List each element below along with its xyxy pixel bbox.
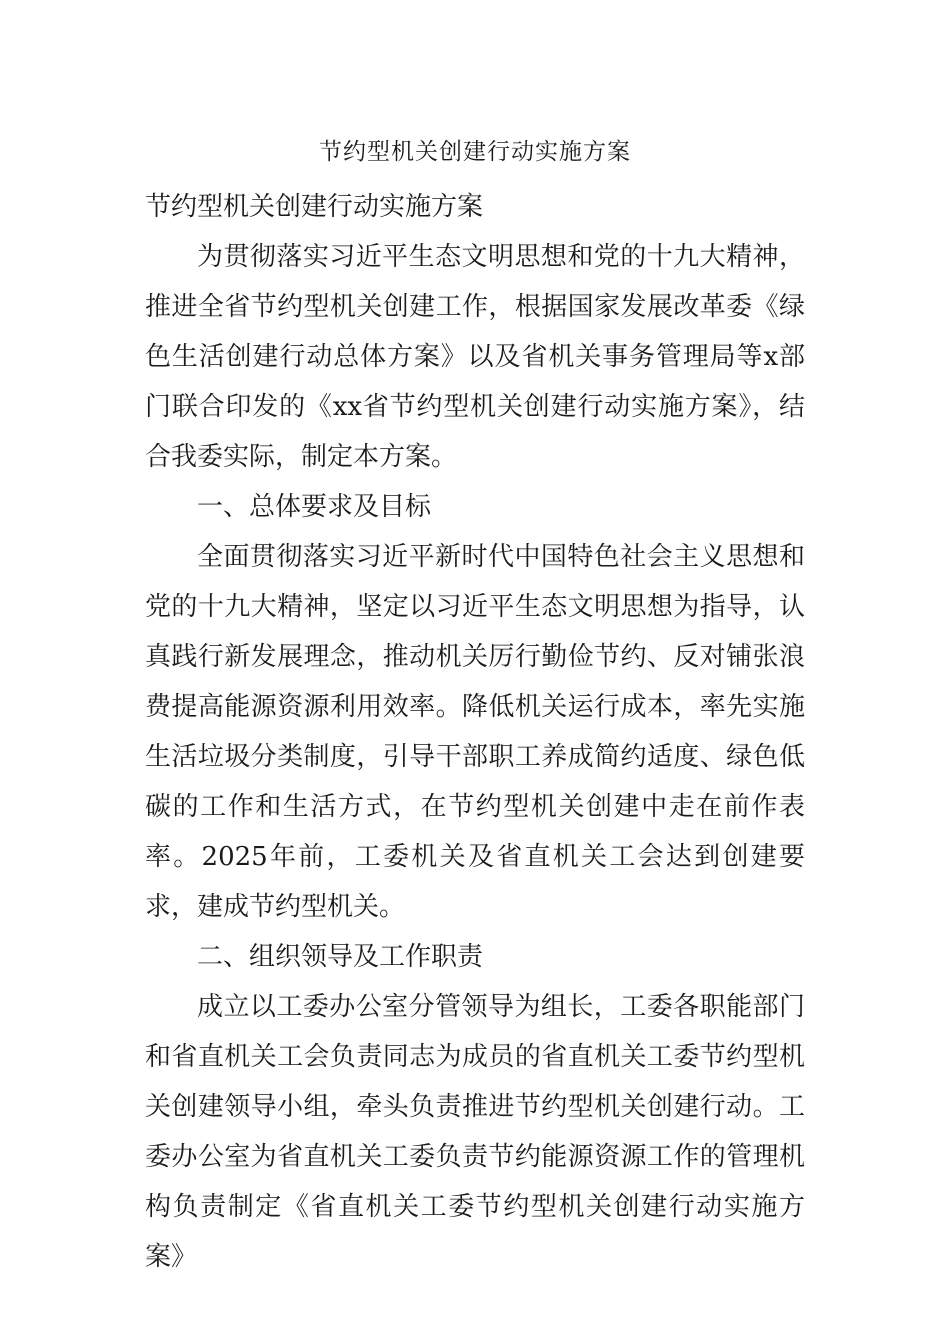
organization-paragraph: 成立以工委办公室分管领导为组长，工委各职能部门和省直机关工会负责同志为成员的省直机关工委节约型机关创建领导小组，牵头负责推进节约型机关创建行动。工委办公室为省直机关工委负责节约能源资源工作的管理机构负责制定《省直机关工委节约型机关创建行动实施方案》 bbox=[145, 992, 805, 1272]
document-title: 节约型机关创建行动实施方案 bbox=[319, 139, 631, 165]
section-heading-goals: 一、总体要求及目标 bbox=[197, 492, 432, 522]
intro-paragraph: 为贯彻落实习近平生态文明思想和党的十九大精神，推进全省节约型机关创建工作，根据国家发展改革委《绿色生活创建行动总体方案》以及省机关事务管理局等x部门联合印发的《xx省节约型机关创建行动实施方案》，结合我委实际，制定本方案。 bbox=[145, 242, 805, 472]
goals-paragraph: 全面贯彻落实习近平新时代中国特色社会主义思想和党的十九大精神，坚定以习近平生态文明思想为指导，认真践行新发展理念，推动机关厉行勤俭节约、反对铺张浪费提高能源资源利用效率。降低机关运行成本，率先实施生活垃圾分类制度，引导干部职工养成简约适度、绿色低碳的工作和生活方式，在节约型机关创建中走在前作表率。2025年前，工委机关及省直机关工会达到创建要求，建成节约型机关。 bbox=[145, 542, 805, 922]
document-subtitle: 节约型机关创建行动实施方案 bbox=[145, 192, 484, 222]
document-body bbox=[145, 182, 805, 1282]
section-heading-organization: 二、组织领导及工作职责 bbox=[197, 942, 484, 972]
